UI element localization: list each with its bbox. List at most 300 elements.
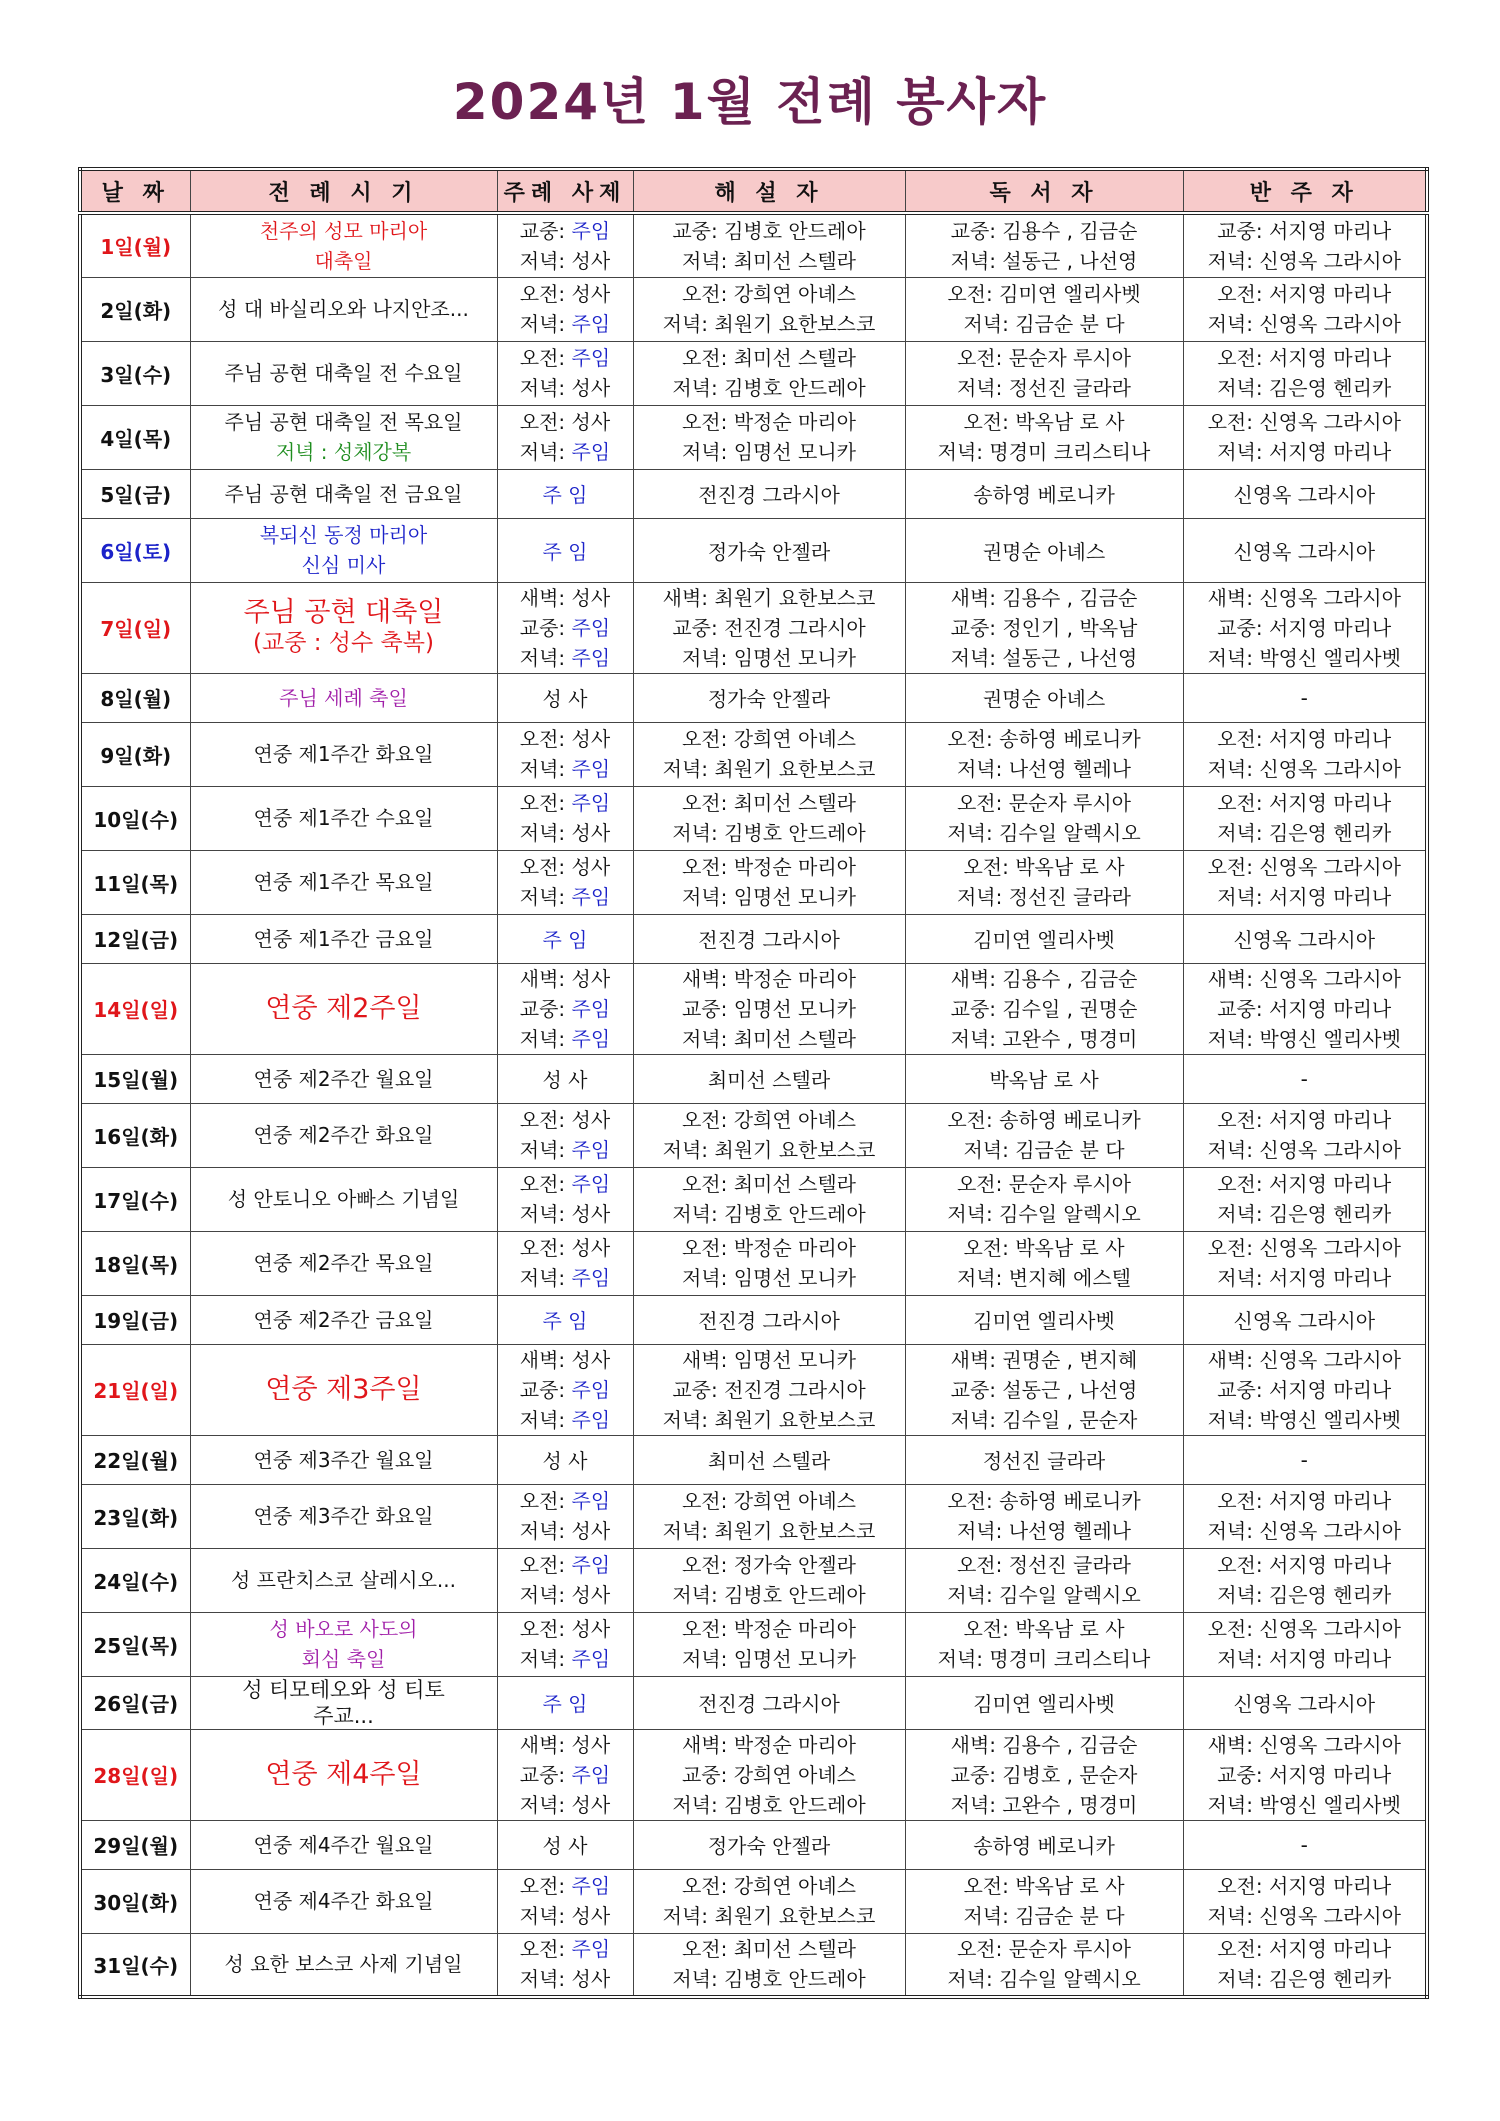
commentator-cell bbox=[633, 1054, 905, 1103]
reader-name: 오전: 박옥남 로 사 bbox=[963, 410, 1125, 434]
table-row bbox=[80, 582, 1427, 673]
reader-cell bbox=[905, 1484, 1183, 1548]
organist-name: 신영옥 그라시아 bbox=[1233, 928, 1376, 952]
organist-name: 저녁: 신영옥 그라시아 bbox=[1207, 1904, 1401, 1928]
reader-name: 저녁: 김금순 분 다 bbox=[963, 1138, 1125, 1162]
table-row bbox=[80, 1435, 1427, 1484]
liturgy-line: 연중 제4주일 bbox=[265, 1758, 422, 1790]
priest-cell bbox=[497, 213, 633, 277]
liturgy-line: 주님 공현 대축일 전 금요일 bbox=[224, 481, 463, 506]
priest-value: 주 임 bbox=[542, 539, 588, 564]
liturgy-cell bbox=[190, 1167, 497, 1231]
mass-time-label: 오전: bbox=[519, 1553, 572, 1577]
reader-cell bbox=[905, 1295, 1183, 1344]
organist-name: 오전: 서지영 마리나 bbox=[1217, 1874, 1392, 1898]
priest-value: 주 임 bbox=[542, 1692, 588, 1716]
reader-name: 오전: 박옥남 로 사 bbox=[963, 1617, 1125, 1641]
commentator-name: 오전: 박정순 마리아 bbox=[681, 1617, 856, 1641]
liturgy-line: 저녁 : 성체강복 bbox=[275, 440, 412, 464]
table-row bbox=[80, 1344, 1427, 1435]
liturgy-cell bbox=[190, 1231, 497, 1295]
liturgy-cell bbox=[190, 1484, 497, 1548]
mass-time-label: 교중: bbox=[519, 1377, 572, 1402]
mass-time-label: 교중: bbox=[519, 1762, 572, 1787]
priest-cell bbox=[497, 1869, 633, 1933]
priest-value: 성사 bbox=[571, 821, 611, 845]
organist-cell bbox=[1183, 914, 1427, 963]
liturgy-cell bbox=[190, 518, 497, 582]
organist-cell bbox=[1183, 1054, 1427, 1103]
organist-name: - bbox=[1300, 685, 1308, 710]
priest-value: 주 임 bbox=[542, 483, 588, 507]
liturgy-cell bbox=[190, 1933, 497, 1997]
priest-cell bbox=[497, 786, 633, 850]
organist-name: 새벽: 신영옥 그라시아 bbox=[1207, 1732, 1401, 1757]
commentator-name: 교중: 강희연 아녜스 bbox=[681, 1762, 856, 1787]
commentator-name: 교중: 김병호 안드레아 bbox=[672, 218, 866, 243]
commentator-name: 저녁: 김병호 안드레아 bbox=[672, 376, 866, 400]
mass-time-label: 저녁: bbox=[519, 376, 572, 400]
organist-name: 저녁: 서지영 마리나 bbox=[1217, 1266, 1392, 1290]
commentator-cell bbox=[633, 1612, 905, 1676]
reader-name: 권명순 아녜스 bbox=[982, 539, 1106, 564]
header-date: 날 짜 bbox=[80, 169, 190, 213]
priest-cell bbox=[497, 405, 633, 469]
reader-cell bbox=[905, 722, 1183, 786]
priest-value: 성사 bbox=[571, 248, 611, 273]
commentator-cell bbox=[633, 1820, 905, 1869]
table-row bbox=[80, 1484, 1427, 1548]
priest-value: 성사 bbox=[571, 1792, 611, 1817]
reader-name: 저녁: 나선영 헬레나 bbox=[956, 1519, 1131, 1543]
commentator-name: 최미선 스텔라 bbox=[707, 1449, 831, 1473]
liturgy-line: 성 티모테오와 성 티토 bbox=[242, 1677, 445, 1702]
liturgy-cell bbox=[190, 582, 497, 673]
commentator-name: 새벽: 임명선 모니카 bbox=[681, 1347, 856, 1372]
table-row bbox=[80, 1676, 1427, 1729]
organist-cell bbox=[1183, 341, 1427, 405]
reader-name: 오전: 송하영 베로니카 bbox=[947, 1108, 1141, 1132]
commentator-cell bbox=[633, 405, 905, 469]
priest-value: 성사 bbox=[571, 727, 611, 751]
organist-cell bbox=[1183, 1103, 1427, 1167]
mass-time-label: 저녁: bbox=[519, 1967, 572, 1992]
commentator-cell bbox=[633, 963, 905, 1054]
reader-name: 교중: 설동근 , 나선영 bbox=[950, 1377, 1138, 1402]
priest-value: 성 사 bbox=[542, 1449, 588, 1473]
commentator-cell bbox=[633, 518, 905, 582]
commentator-name: 저녁: 최미선 스텔라 bbox=[681, 1026, 856, 1051]
priest-value: 주임 bbox=[571, 1407, 611, 1432]
table-row bbox=[80, 786, 1427, 850]
reader-cell bbox=[905, 518, 1183, 582]
reader-cell bbox=[905, 1054, 1183, 1103]
reader-cell bbox=[905, 1820, 1183, 1869]
date-cell: 15일(월) bbox=[80, 1054, 190, 1103]
date-cell: 23일(화) bbox=[80, 1484, 190, 1548]
organist-cell bbox=[1183, 1548, 1427, 1612]
date-cell: 1일(월) bbox=[80, 213, 190, 277]
schedule-body bbox=[80, 213, 1427, 1997]
liturgy-cell bbox=[190, 1869, 497, 1933]
liturgy-line: 연중 제3주일 bbox=[265, 1373, 422, 1405]
organist-name: 오전: 신영옥 그라시아 bbox=[1207, 855, 1401, 879]
liturgy-line: 성 바오로 사도의 bbox=[269, 1617, 418, 1641]
organist-name: 저녁: 김은영 헨리카 bbox=[1217, 1583, 1392, 1607]
commentator-cell bbox=[633, 1295, 905, 1344]
table-row bbox=[80, 850, 1427, 914]
date-cell: 25일(목) bbox=[80, 1612, 190, 1676]
liturgy-line: 성 안토니오 아빠스 기념일 bbox=[227, 1187, 460, 1211]
liturgy-line: (교중 : 성수 축복) bbox=[253, 629, 434, 656]
table-row bbox=[80, 1612, 1427, 1676]
priest-cell bbox=[497, 469, 633, 518]
commentator-name: 오전: 박정순 마리아 bbox=[681, 410, 856, 434]
priest-cell bbox=[497, 1295, 633, 1344]
priest-line bbox=[498, 1964, 633, 1994]
organist-name: 오전: 신영옥 그라시아 bbox=[1207, 410, 1401, 434]
priest-value: 성사 bbox=[571, 376, 611, 400]
organist-cell bbox=[1183, 1729, 1427, 1820]
mass-time-label: 새벽: bbox=[519, 1732, 572, 1757]
reader-name: 오전: 정선진 글라라 bbox=[956, 1553, 1131, 1577]
organist-cell bbox=[1183, 277, 1427, 341]
priest-value: 성 사 bbox=[542, 1834, 588, 1858]
priest-line bbox=[498, 1345, 633, 1375]
priest-line bbox=[498, 788, 633, 818]
commentator-name: 오전: 정가숙 안젤라 bbox=[681, 1553, 856, 1577]
priest-cell bbox=[497, 1484, 633, 1548]
date-cell: 16일(화) bbox=[80, 1103, 190, 1167]
reader-cell bbox=[905, 1548, 1183, 1612]
organist-name: 오전: 신영옥 그라시아 bbox=[1207, 1236, 1401, 1260]
mass-time-label: 저녁: bbox=[519, 1266, 572, 1290]
table-row bbox=[80, 1820, 1427, 1869]
mass-time-label: 오전: bbox=[519, 346, 572, 370]
liturgy-cell bbox=[190, 963, 497, 1054]
liturgy-line: 대축일 bbox=[314, 248, 373, 273]
reader-cell bbox=[905, 1344, 1183, 1435]
commentator-name: 오전: 강희연 아녜스 bbox=[681, 1874, 856, 1898]
liturgy-line: 주님 공현 대축일 전 수요일 bbox=[224, 361, 463, 385]
commentator-name: 오전: 강희연 아녜스 bbox=[681, 727, 856, 751]
priest-value: 주임 bbox=[571, 1138, 611, 1162]
mass-time-label: 오전: bbox=[519, 1874, 572, 1898]
organist-cell bbox=[1183, 518, 1427, 582]
reader-name: 김미연 엘리사벳 bbox=[973, 1692, 1115, 1716]
table-row bbox=[80, 1295, 1427, 1344]
priest-cell bbox=[497, 1167, 633, 1231]
organist-name: 오전: 서지영 마리나 bbox=[1217, 1108, 1392, 1132]
reader-name: 박옥남 로 사 bbox=[989, 1068, 1099, 1092]
organist-name: 오전: 서지영 마리나 bbox=[1217, 1937, 1392, 1962]
reader-name: 새벽: 김용수 , 김금순 bbox=[950, 1732, 1138, 1757]
header-commentator: 해 설 자 bbox=[633, 169, 905, 213]
priest-line bbox=[498, 1580, 633, 1610]
organist-name: 교중: 서지영 마리나 bbox=[1217, 615, 1392, 640]
commentator-name: 최미선 스텔라 bbox=[707, 1068, 831, 1092]
priest-value: 성사 bbox=[571, 855, 611, 879]
priest-value: 주임 bbox=[571, 996, 611, 1021]
organist-cell bbox=[1183, 1933, 1427, 1997]
priest-value: 성사 bbox=[571, 1904, 611, 1928]
reader-name: 오전: 문순자 루시아 bbox=[956, 1937, 1131, 1962]
reader-name: 오전: 문순자 루시아 bbox=[956, 1172, 1131, 1196]
commentator-cell bbox=[633, 582, 905, 673]
liturgy-line: 연중 제2주일 bbox=[265, 992, 422, 1024]
reader-name: 교중: 정인기 , 박옥남 bbox=[950, 615, 1138, 640]
organist-name: 교중: 서지영 마리나 bbox=[1217, 218, 1392, 243]
mass-time-label: 저녁: bbox=[519, 821, 572, 845]
priest-value: 주임 bbox=[571, 1762, 611, 1787]
priest-value: 성사 bbox=[571, 1202, 611, 1226]
mass-time-label: 저녁: bbox=[519, 1138, 572, 1162]
table-row bbox=[80, 1054, 1427, 1103]
liturgy-cell bbox=[190, 213, 497, 277]
priest-line bbox=[498, 1934, 633, 1964]
priest-line bbox=[498, 216, 633, 246]
organist-name: 저녁: 서지영 마리나 bbox=[1217, 1647, 1392, 1671]
date-cell: 8일(월) bbox=[80, 673, 190, 722]
commentator-name: 교중: 전진경 그라시아 bbox=[672, 1377, 866, 1402]
priest-value: 성사 bbox=[571, 1732, 611, 1757]
organist-name: 저녁: 김은영 헨리카 bbox=[1217, 376, 1392, 400]
organist-cell bbox=[1183, 1344, 1427, 1435]
commentator-cell bbox=[633, 1344, 905, 1435]
organist-name: 오전: 서지영 마리나 bbox=[1217, 1172, 1392, 1196]
liturgy-cell bbox=[190, 341, 497, 405]
reader-name: 저녁: 김수일 알렉시오 bbox=[947, 1202, 1141, 1226]
liturgy-line: 연중 제4주간 화요일 bbox=[253, 1889, 434, 1913]
priest-line bbox=[498, 583, 633, 613]
priest-value: 주임 bbox=[571, 1647, 611, 1671]
commentator-cell bbox=[633, 213, 905, 277]
liturgy-cell bbox=[190, 469, 497, 518]
liturgy-line: 연중 제2주간 목요일 bbox=[253, 1251, 434, 1275]
organist-name: 저녁: 신영옥 그라시아 bbox=[1207, 248, 1401, 273]
liturgy-line: 주님 세례 축일 bbox=[279, 685, 408, 710]
commentator-name: 정가숙 안젤라 bbox=[707, 1834, 831, 1858]
commentator-name: 오전: 최미선 스텔라 bbox=[681, 791, 856, 815]
table-row bbox=[80, 1103, 1427, 1167]
priest-cell bbox=[497, 673, 633, 722]
organist-name: 새벽: 신영옥 그라시아 bbox=[1207, 1347, 1401, 1372]
reader-name: 송하영 베로니카 bbox=[973, 1834, 1115, 1858]
reader-name: 저녁: 김수일 알렉시오 bbox=[947, 821, 1141, 845]
priest-value: 성사 bbox=[571, 966, 611, 991]
liturgy-cell bbox=[190, 786, 497, 850]
date-cell: 5일(금) bbox=[80, 469, 190, 518]
reader-cell bbox=[905, 963, 1183, 1054]
table-row bbox=[80, 341, 1427, 405]
reader-name: 오전: 김미연 엘리사벳 bbox=[947, 282, 1141, 306]
reader-name: 새벽: 권명순 , 변지혜 bbox=[950, 1347, 1138, 1372]
organist-name: 저녁: 김은영 헨리카 bbox=[1217, 821, 1392, 845]
date-cell: 14일(일) bbox=[80, 963, 190, 1054]
organist-cell bbox=[1183, 1676, 1427, 1729]
table-row bbox=[80, 1729, 1427, 1820]
commentator-cell bbox=[633, 673, 905, 722]
commentator-name: 저녁: 임명선 모니카 bbox=[681, 645, 856, 670]
organist-name: 오전: 서지영 마리나 bbox=[1217, 727, 1392, 751]
reader-cell bbox=[905, 673, 1183, 722]
organist-cell bbox=[1183, 213, 1427, 277]
organist-cell bbox=[1183, 963, 1427, 1054]
commentator-cell bbox=[633, 1676, 905, 1729]
priest-line bbox=[498, 1135, 633, 1165]
priest-line bbox=[498, 994, 633, 1024]
commentator-name: 전진경 그라시아 bbox=[698, 1309, 840, 1333]
priest-value: 성사 bbox=[571, 1108, 611, 1132]
reader-cell bbox=[905, 1676, 1183, 1729]
reader-name: 오전: 박옥남 로 사 bbox=[963, 855, 1125, 879]
commentator-name: 저녁: 김병호 안드레아 bbox=[672, 1202, 866, 1226]
organist-name: 새벽: 신영옥 그라시아 bbox=[1207, 585, 1401, 610]
organist-name: 신영옥 그라시아 bbox=[1233, 1309, 1376, 1333]
priest-cell bbox=[497, 277, 633, 341]
reader-name: 김미연 엘리사벳 bbox=[973, 1309, 1115, 1333]
mass-time-label: 저녁: bbox=[519, 1202, 572, 1226]
priest-value: 주임 bbox=[571, 1377, 611, 1402]
commentator-name: 오전: 강희연 아녜스 bbox=[681, 1489, 856, 1513]
commentator-cell bbox=[633, 1869, 905, 1933]
priest-cell bbox=[497, 341, 633, 405]
table-row bbox=[80, 518, 1427, 582]
commentator-name: 교중: 임명선 모니카 bbox=[681, 996, 856, 1021]
reader-cell bbox=[905, 469, 1183, 518]
commentator-name: 오전: 강희연 아녜스 bbox=[681, 1108, 856, 1132]
priest-line bbox=[498, 724, 633, 754]
priest-line bbox=[498, 246, 633, 276]
reader-name: 저녁: 정선진 글라라 bbox=[956, 376, 1131, 400]
reader-name: 권명순 아녜스 bbox=[982, 687, 1106, 711]
priest-value: 주임 bbox=[571, 1553, 611, 1577]
organist-cell bbox=[1183, 469, 1427, 518]
reader-name: 정선진 글라라 bbox=[982, 1449, 1106, 1473]
table-row bbox=[80, 277, 1427, 341]
mass-time-label: 저녁: bbox=[519, 1792, 572, 1817]
organist-name: 저녁: 박영신 엘리사벳 bbox=[1207, 1026, 1401, 1051]
table-row bbox=[80, 469, 1427, 518]
mass-time-label: 저녁: bbox=[519, 1519, 572, 1543]
mass-time-label: 새벽: bbox=[519, 966, 572, 991]
reader-name: 저녁: 고완수 , 명경미 bbox=[950, 1026, 1138, 1051]
priest-value: 주 임 bbox=[542, 928, 588, 952]
commentator-cell bbox=[633, 1435, 905, 1484]
commentator-cell bbox=[633, 786, 905, 850]
table-row bbox=[80, 1231, 1427, 1295]
organist-name: 저녁: 신영옥 그라시아 bbox=[1207, 1519, 1401, 1543]
organist-name: 저녁: 신영옥 그라시아 bbox=[1207, 312, 1401, 336]
header-row bbox=[80, 169, 1427, 213]
commentator-cell bbox=[633, 850, 905, 914]
organist-name: - bbox=[1300, 1066, 1308, 1091]
date-cell: 12일(금) bbox=[80, 914, 190, 963]
organist-name: 오전: 서지영 마리나 bbox=[1217, 346, 1392, 370]
date-cell: 4일(목) bbox=[80, 405, 190, 469]
reader-name: 오전: 문순자 루시아 bbox=[956, 791, 1131, 815]
liturgy-line: 성 대 바실리오와 나지안조... bbox=[218, 297, 469, 321]
reader-name: 오전: 송하영 베로니카 bbox=[947, 1489, 1141, 1513]
date-cell: 6일(토) bbox=[80, 518, 190, 582]
liturgy-cell bbox=[190, 1295, 497, 1344]
date-cell: 10일(수) bbox=[80, 786, 190, 850]
priest-value: 성사 bbox=[571, 1347, 611, 1372]
reader-name: 김미연 엘리사벳 bbox=[973, 928, 1115, 952]
priest-cell bbox=[497, 582, 633, 673]
commentator-name: 저녁: 임명선 모니카 bbox=[681, 1647, 856, 1671]
reader-name: 저녁: 변지혜 에스텔 bbox=[956, 1266, 1131, 1290]
priest-line bbox=[498, 1730, 633, 1760]
liturgy-line: 복되신 동정 마리아 bbox=[259, 523, 428, 547]
priest-line bbox=[498, 437, 633, 467]
commentator-cell bbox=[633, 1548, 905, 1612]
liturgy-cell bbox=[190, 1344, 497, 1435]
priest-cell bbox=[497, 1729, 633, 1820]
mass-time-label: 저녁: bbox=[519, 1407, 572, 1432]
organist-cell bbox=[1183, 850, 1427, 914]
priest-line bbox=[498, 343, 633, 373]
priest-line bbox=[498, 1199, 633, 1229]
organist-cell bbox=[1183, 1820, 1427, 1869]
commentator-cell bbox=[633, 1484, 905, 1548]
priest-value: 주 임 bbox=[542, 1309, 588, 1333]
liturgy-cell bbox=[190, 1054, 497, 1103]
priest-line bbox=[498, 1263, 633, 1293]
organist-name: 오전: 서지영 마리나 bbox=[1217, 1553, 1392, 1577]
reader-name: 저녁: 김수일 , 문순자 bbox=[950, 1407, 1138, 1432]
mass-time-label: 저녁: bbox=[519, 312, 572, 336]
date-cell: 19일(금) bbox=[80, 1295, 190, 1344]
organist-cell bbox=[1183, 1435, 1427, 1484]
commentator-name: 저녁: 임명선 모니카 bbox=[681, 440, 856, 464]
priest-cell bbox=[497, 1548, 633, 1612]
mass-time-label: 교중: bbox=[519, 996, 572, 1021]
priest-value: 성 사 bbox=[542, 687, 588, 711]
reader-name: 오전: 문순자 루시아 bbox=[956, 346, 1131, 370]
commentator-name: 저녁: 김병호 안드레아 bbox=[672, 821, 866, 845]
commentator-name: 저녁: 최원기 요한보스코 bbox=[662, 757, 876, 781]
priest-line bbox=[498, 964, 633, 994]
commentator-cell bbox=[633, 1231, 905, 1295]
reader-name: 저녁: 명경미 크리스티나 bbox=[937, 440, 1151, 464]
mass-time-label: 오전: bbox=[519, 1617, 572, 1641]
organist-name: 오전: 서지영 마리나 bbox=[1217, 791, 1392, 815]
table-row bbox=[80, 673, 1427, 722]
priest-cell bbox=[497, 722, 633, 786]
date-cell: 30일(화) bbox=[80, 1869, 190, 1933]
mass-time-label: 오전: bbox=[519, 1172, 572, 1196]
priest-value: 주임 bbox=[571, 1489, 611, 1513]
commentator-name: 교중: 전진경 그라시아 bbox=[672, 615, 866, 640]
organist-name: 저녁: 김은영 헨리카 bbox=[1217, 1202, 1392, 1226]
reader-name: 오전: 송하영 베로니카 bbox=[947, 727, 1141, 751]
priest-value: 주임 bbox=[571, 1266, 611, 1290]
organist-cell bbox=[1183, 722, 1427, 786]
liturgy-line: 연중 제1주간 수요일 bbox=[253, 806, 434, 830]
mass-time-label: 오전: bbox=[519, 282, 572, 306]
liturgy-line: 천주의 성모 마리아 bbox=[259, 218, 428, 243]
header-reader: 독 서 자 bbox=[905, 169, 1183, 213]
priest-value: 주임 bbox=[571, 757, 611, 781]
commentator-name: 저녁: 최원기 요한보스코 bbox=[662, 312, 876, 336]
reader-name: 저녁: 김수일 알렉시오 bbox=[947, 1967, 1141, 1992]
table-row bbox=[80, 213, 1427, 277]
mass-time-label: 오전: bbox=[519, 1108, 572, 1132]
liturgy-line: 연중 제4주간 월요일 bbox=[253, 1832, 434, 1857]
reader-name: 오전: 박옥남 로 사 bbox=[963, 1874, 1125, 1898]
priest-value: 주임 bbox=[571, 440, 611, 464]
